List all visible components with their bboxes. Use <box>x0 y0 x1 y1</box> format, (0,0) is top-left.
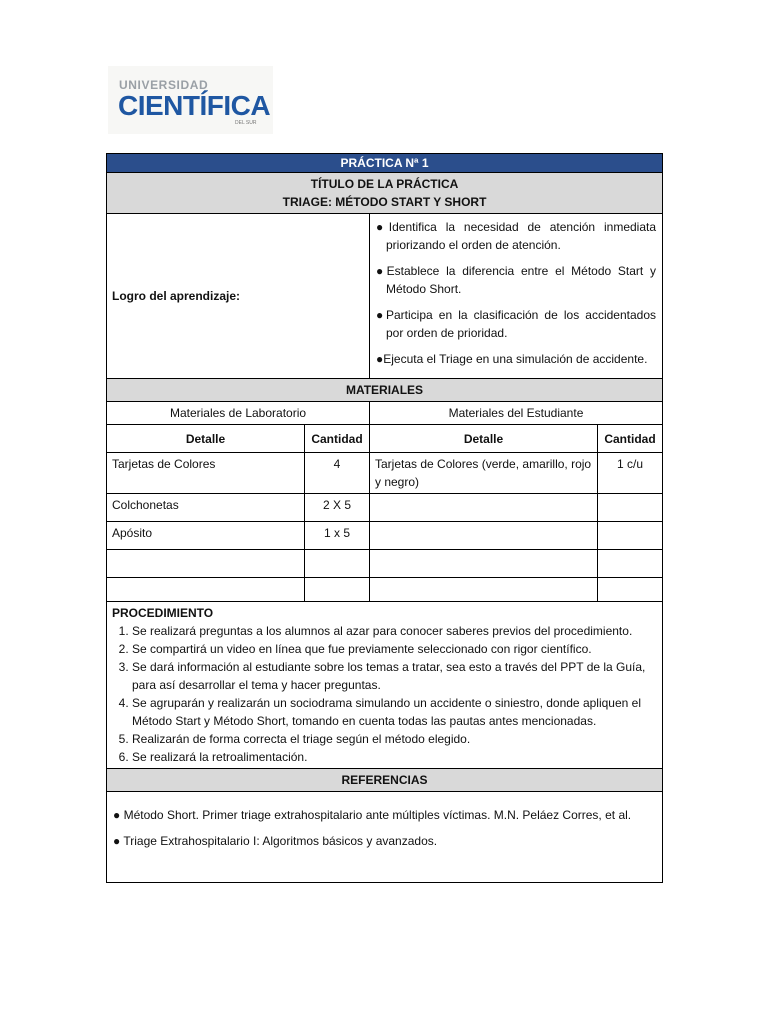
university-logo <box>108 66 273 134</box>
logo-sub-text: DEL SUR <box>235 120 257 126</box>
table-row <box>107 453 663 494</box>
student-quantity-cell <box>598 578 663 602</box>
procedure-row <box>107 602 663 769</box>
lab-detail-cell: Apósito <box>107 522 305 550</box>
references-heading-row <box>107 769 663 792</box>
procedure-list <box>112 622 657 766</box>
lab-detail-cell <box>107 550 305 578</box>
lab-quantity-cell <box>305 578 370 602</box>
student-quantity-cell <box>598 494 663 522</box>
learning-item: ●Participa en la clasificación de los accidentados por orden de prioridad. <box>376 308 657 340</box>
student-detail-cell: Tarjetas de Colores (verde, amarillo, rojo y negro) <box>370 453 598 494</box>
learning-item: ●Ejecuta el Triage en una simulación de accidente. <box>376 352 648 366</box>
procedure-step: 2. Se compartirá un video en línea que fue previamente seleccionado con rigor científico. <box>132 640 657 658</box>
lab-quantity-header: Cantidad <box>305 425 370 453</box>
table-row <box>107 522 663 550</box>
lab-detail-header: Detalle <box>107 425 305 453</box>
student-detail-cell <box>370 550 598 578</box>
student-quantity-header: Cantidad <box>598 425 663 453</box>
procedure-heading: PROCEDIMIENTO <box>112 606 214 620</box>
lab-quantity-cell <box>305 550 370 578</box>
procedure-cell <box>107 602 663 769</box>
student-detail-header: Detalle <box>370 425 598 453</box>
learning-item: ●Establece la diferencia entre el Método Start y Método Short. <box>376 264 657 296</box>
materials-columns-row <box>107 425 663 453</box>
procedure-step: 6. Se realizará la retroalimentación. <box>132 748 657 766</box>
title-cell <box>107 173 663 214</box>
student-detail-cell <box>370 522 598 550</box>
references-cell <box>107 792 663 883</box>
practice-number-row <box>107 154 663 173</box>
procedure-step: 3. Se dará información al estudiante sobre los temas a tratar, sea esto a través del PPT de la Guía, para así desarrollar el tema y hacer preguntas. <box>132 658 657 694</box>
student-detail-cell <box>370 494 598 522</box>
materials-heading: MATERIALES <box>107 379 663 402</box>
logo-top-text: UNIVERSIDAD <box>119 78 209 92</box>
procedure-step: 4. Se agruparán y realizarán un sociodrama simulando un accidente o siniestro, donde apliquen el Método Start y Método Short, tomando en cuenta todas las pautas antes mencionadas. <box>132 694 657 730</box>
student-quantity-cell <box>598 550 663 578</box>
logo-main-text: CIENTÍFICA <box>118 90 271 121</box>
lab-materials-heading: Materiales de Laboratorio <box>107 402 370 425</box>
references-row <box>107 792 663 883</box>
practice-sheet <box>106 153 663 883</box>
student-quantity-cell <box>598 522 663 550</box>
lab-detail-cell: Colchonetas <box>107 494 305 522</box>
lab-quantity-cell: 2 X 5 <box>305 494 370 522</box>
student-materials-heading: Materiales del Estudiante <box>370 402 663 425</box>
table-row <box>107 550 663 578</box>
procedure-step: 5. Realizarán de forma correcta el triage según el método elegido. <box>132 730 657 748</box>
table-row <box>107 578 663 602</box>
lab-detail-cell: Tarjetas de Colores <box>107 453 305 494</box>
title-row <box>107 173 663 214</box>
table-row <box>107 494 663 522</box>
student-detail-cell <box>370 578 598 602</box>
reference-item: ● Método Short. Primer triage extrahospitalario ante múltiples víctimas. M.N. Peláez Corres, et al. <box>113 808 632 822</box>
practice-title: TRIAGE: MÉTODO START Y SHORT <box>282 195 487 209</box>
materials-subheading-row <box>107 402 663 425</box>
lab-quantity-cell: 1 x 5 <box>305 522 370 550</box>
reference-item: ● Triage Extrahospitalario I: Algoritmos básicos y avanzados. <box>113 834 438 848</box>
lab-quantity-cell: 4 <box>305 453 370 494</box>
practice-number: PRÁCTICA Nª 1 <box>107 154 663 173</box>
student-quantity-cell: 1 c/u <box>598 453 663 494</box>
learning-row <box>107 214 663 379</box>
learning-list <box>370 214 663 379</box>
title-label: TÍTULO DE LA PRÁCTICA <box>310 177 459 191</box>
procedure-step: 1. Se realizará preguntas a los alumnos al azar para conocer saberes previos del procedimiento. <box>132 622 657 640</box>
references-heading: REFERENCIAS <box>107 769 663 792</box>
learning-label: Logro del aprendizaje: <box>107 214 370 379</box>
learning-item: ●Identifica la necesidad de atención inmediata priorizando el orden de atención. <box>376 220 657 252</box>
lab-detail-cell <box>107 578 305 602</box>
materials-heading-row <box>107 379 663 402</box>
